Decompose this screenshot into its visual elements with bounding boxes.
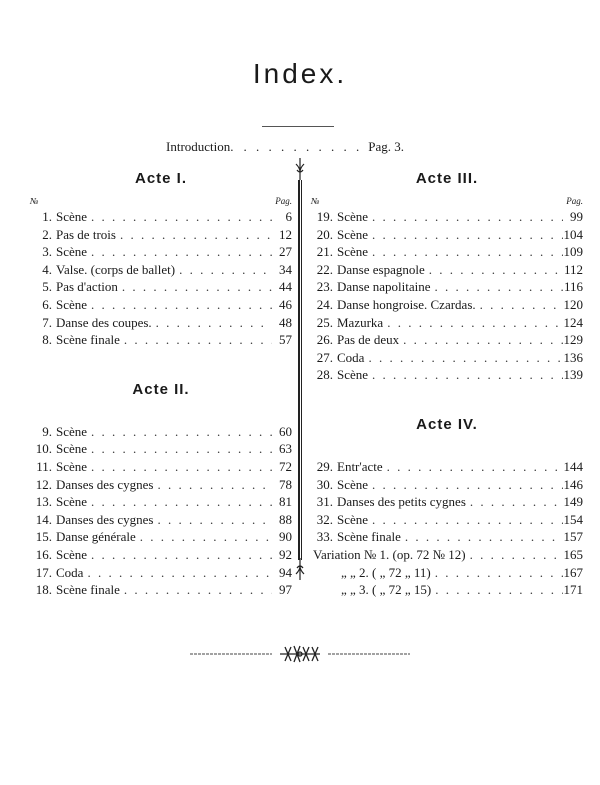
entry-number: 26. — [316, 332, 333, 348]
toc-entry — [30, 581, 292, 599]
title-rule — [262, 126, 334, 127]
entry-number: 6. — [42, 296, 52, 312]
toc-entry — [30, 278, 292, 296]
leader-dots — [364, 349, 563, 367]
toc-entry — [30, 296, 292, 314]
entry-number: 7. — [42, 314, 52, 330]
toc-entry — [311, 349, 583, 367]
column-header — [311, 194, 583, 208]
toc-entry — [30, 261, 292, 279]
leader-dots — [399, 331, 563, 349]
entry-number: 3. — [42, 244, 52, 260]
entry-title: Scène — [337, 367, 369, 383]
leader-dots — [431, 564, 563, 582]
entry-title: Scène — [337, 244, 369, 260]
toc-entry — [311, 476, 583, 494]
entry-page: 99 — [570, 209, 583, 224]
act-entries — [30, 423, 292, 599]
leader-dots — [476, 296, 563, 314]
toc-entry — [30, 331, 292, 349]
entry-page: 34 — [279, 261, 292, 277]
leader-dots — [120, 331, 272, 349]
entry-title: Danse napolitaine — [337, 279, 431, 295]
page-header: Pag. — [275, 196, 292, 206]
entry-page: 57 — [279, 332, 292, 348]
entry-page: 63 — [279, 441, 292, 457]
entry-number: 25. — [316, 314, 333, 330]
introduction-entry: Introduction. . . . . . . . . . . Pag. 3. — [166, 139, 405, 154]
divider-top-flourish — [294, 158, 306, 180]
leader-dots — [87, 296, 272, 314]
entry-title: Scène finale — [337, 529, 401, 545]
number-header: № — [311, 196, 320, 206]
leader-dots — [136, 528, 272, 546]
entry-page: 12 — [279, 226, 292, 242]
leader-dots — [87, 440, 272, 458]
entry-number: 33. — [316, 529, 333, 545]
entry-number: 5. — [42, 279, 52, 295]
entry-page: 78 — [279, 476, 292, 492]
toc-entry — [311, 261, 583, 279]
entry-page: 112 — [563, 261, 583, 277]
act-heading: Acte I. — [134, 170, 187, 187]
toc-entry — [311, 296, 583, 314]
toc-entry — [311, 278, 583, 296]
number-header: № — [30, 196, 39, 206]
entry-number: 16. — [35, 546, 52, 562]
entry-title: Danse espagnole — [337, 261, 425, 277]
entry-page: 116 — [563, 279, 583, 295]
leader-dots — [368, 366, 563, 384]
act-heading: Acte III. — [415, 170, 479, 187]
toc-entry — [311, 226, 583, 244]
entry-number: 19. — [316, 209, 333, 224]
entry-title: Scène — [56, 546, 88, 562]
variation-title: „ „ 2. ( „ 72 „ 11) — [341, 564, 431, 580]
leader-dots — [152, 314, 272, 332]
entry-number: 10. — [35, 441, 52, 457]
left-column — [30, 168, 292, 599]
entry-title: Danses des cygnes — [56, 476, 154, 492]
toc-entry — [311, 366, 583, 384]
entry-page: 109 — [563, 244, 583, 260]
entry-title: Coda — [56, 564, 84, 580]
toc-entry — [30, 440, 292, 458]
toc-entry — [30, 226, 292, 244]
entry-number: 30. — [316, 476, 333, 492]
entry-number: 8. — [42, 332, 52, 348]
variation-title: Variation № 1. (op. 72 № 12) — [313, 546, 466, 562]
entry-title: Valse. (corps de ballet) — [56, 261, 176, 277]
entry-title: Scène — [56, 494, 88, 510]
divider-bar — [298, 180, 302, 560]
leader-dots — [425, 261, 563, 279]
entry-title: Pas de deux — [337, 332, 400, 348]
entry-page: 88 — [279, 511, 292, 527]
variation-entry — [311, 564, 583, 582]
entry-page: 94 — [279, 564, 292, 580]
toc-entry — [311, 314, 583, 332]
entry-number: 2. — [42, 226, 52, 242]
act-entries — [311, 458, 583, 546]
entry-page: 6 — [285, 209, 292, 224]
entry-number: 28. — [316, 367, 333, 383]
toc-entry — [311, 208, 583, 226]
entry-page: 90 — [279, 529, 292, 545]
entry-number: 22. — [316, 261, 333, 277]
leader-dots — [87, 208, 272, 226]
entry-page: 48 — [279, 314, 292, 330]
entry-number: 9. — [42, 423, 52, 439]
entry-number: 1. — [42, 209, 52, 224]
entry-page: 124 — [563, 314, 583, 330]
toc-entry — [30, 423, 292, 441]
toc-entry — [311, 511, 583, 529]
entry-number: 20. — [316, 226, 333, 242]
entry-title: Scène — [337, 226, 369, 242]
entry-title: Scène — [56, 244, 88, 260]
entry-title: Danse générale — [56, 529, 136, 545]
entry-number: 29. — [316, 458, 333, 474]
entry-number: 13. — [35, 494, 52, 510]
entry-number: 31. — [316, 494, 333, 510]
entry-page: 46 — [279, 296, 292, 312]
entry-number: 32. — [316, 511, 333, 527]
entry-page: 146 — [563, 476, 583, 492]
entry-title: Danse des coupes. — [56, 314, 152, 330]
entry-title: Scène — [56, 441, 88, 457]
leader-dots — [401, 528, 563, 546]
toc-entry — [30, 564, 292, 582]
entry-title: Danses des cygnes — [56, 511, 154, 527]
leader-dots — [383, 458, 563, 476]
leader-dots — [120, 581, 272, 599]
column-header — [30, 194, 292, 208]
leader-dots — [431, 581, 563, 599]
introduction-page: Pag. 3. — [368, 139, 405, 154]
leader-dots — [153, 476, 272, 494]
introduction-label: Introduction. — [166, 139, 234, 154]
right-column — [311, 168, 583, 599]
leader-dots — [83, 564, 272, 582]
variation-page: 167 — [563, 564, 583, 580]
leader-dots — [383, 314, 563, 332]
toc-entry — [30, 493, 292, 511]
entry-title: Scène — [56, 296, 88, 312]
entry-number: 17. — [35, 564, 52, 580]
entry-title: Scène finale — [56, 582, 120, 598]
entry-number: 11. — [36, 458, 52, 474]
variation-entry — [311, 581, 583, 599]
toc-entry — [311, 331, 583, 349]
leader-dots — [466, 546, 563, 564]
entry-title: Pas de trois — [56, 226, 116, 242]
variation-page: 171 — [563, 582, 583, 598]
entry-page: 97 — [279, 582, 292, 598]
entry-page: 81 — [279, 494, 292, 510]
leader-dots — [87, 423, 272, 441]
entry-page: 44 — [279, 279, 292, 295]
act-entries — [30, 208, 292, 349]
entry-title: Pas d'action — [56, 279, 118, 295]
entry-page: 144 — [563, 458, 583, 474]
bottom-ornament — [190, 642, 410, 666]
entry-title: Mazurka — [337, 314, 384, 330]
entry-title: Coda — [337, 349, 365, 365]
toc-entry — [30, 528, 292, 546]
column-divider-ornament — [294, 158, 306, 578]
entry-number: 14. — [35, 511, 52, 527]
entry-number: 4. — [42, 261, 52, 277]
entry-number: 15. — [35, 529, 52, 545]
entry-page: 139 — [563, 367, 583, 383]
entry-number: 12. — [35, 476, 52, 492]
leader-dots — [87, 493, 272, 511]
entry-page: 157 — [563, 529, 583, 545]
toc-entry — [311, 243, 583, 261]
entry-title: Danses des petits cygnes — [337, 494, 466, 510]
entry-number: 23. — [316, 279, 333, 295]
entry-number: 27. — [316, 349, 333, 365]
entry-title: Entr'acte — [337, 458, 383, 474]
leader-dots — [368, 243, 563, 261]
toc-entry — [30, 511, 292, 529]
entry-title: Scène — [337, 511, 369, 527]
toc-entry — [311, 528, 583, 546]
divider-bottom-flourish — [294, 558, 306, 580]
entry-page: 60 — [279, 423, 292, 439]
toc-entry — [30, 314, 292, 332]
leader-dots — [116, 226, 272, 244]
entry-page: 104 — [563, 226, 583, 242]
entry-number: 24. — [316, 296, 333, 312]
variation-title: „ „ 3. ( „ 72 „ 15) — [341, 582, 432, 598]
entry-title: Scène — [56, 458, 88, 474]
toc-entry — [311, 493, 583, 511]
variation-page: 165 — [563, 546, 583, 562]
entry-page: 154 — [563, 511, 583, 527]
leader-dots — [466, 493, 563, 511]
entry-page: 129 — [563, 332, 583, 348]
page-header: Pag. — [566, 196, 583, 206]
entry-page: 27 — [279, 244, 292, 260]
toc-entry — [30, 546, 292, 564]
entry-title: Danse hongroise. Czardas. — [337, 296, 476, 312]
toc-entry — [30, 476, 292, 494]
entry-page: 136 — [563, 349, 583, 365]
page-title: Index. — [252, 58, 348, 89]
leader-dots — [368, 226, 563, 244]
leader-dots — [368, 511, 563, 529]
leader-dots — [118, 278, 272, 296]
entry-title: Scène — [56, 423, 88, 439]
leader-dots — [153, 511, 272, 529]
entry-page: 92 — [279, 546, 292, 562]
variation-entries — [311, 546, 583, 599]
act-heading: Acte IV. — [416, 415, 478, 433]
toc-entry — [311, 458, 583, 476]
leader-dots — [368, 476, 563, 494]
entry-number: 18. — [35, 582, 52, 598]
act-heading: Acte II. — [132, 380, 190, 398]
toc-entry — [30, 208, 292, 226]
entry-page: 149 — [563, 494, 583, 510]
leader-dots — [87, 546, 272, 564]
entry-title: Scène — [56, 209, 88, 224]
entry-title: Scène finale — [56, 332, 120, 348]
entry-title: Scène — [337, 476, 369, 492]
toc-entry — [30, 243, 292, 261]
leader-dots — [87, 458, 272, 476]
act-entries — [311, 208, 583, 384]
entry-title: Scène — [337, 209, 369, 224]
entry-number: 21. — [316, 244, 333, 260]
variation-entry — [311, 546, 583, 564]
leader-dots — [368, 208, 563, 226]
leader-dots — [431, 278, 564, 296]
entry-page: 120 — [563, 296, 583, 312]
toc-entry — [30, 458, 292, 476]
leader-dots — [175, 261, 272, 279]
leader-dots — [87, 243, 272, 261]
entry-page: 72 — [279, 458, 292, 474]
